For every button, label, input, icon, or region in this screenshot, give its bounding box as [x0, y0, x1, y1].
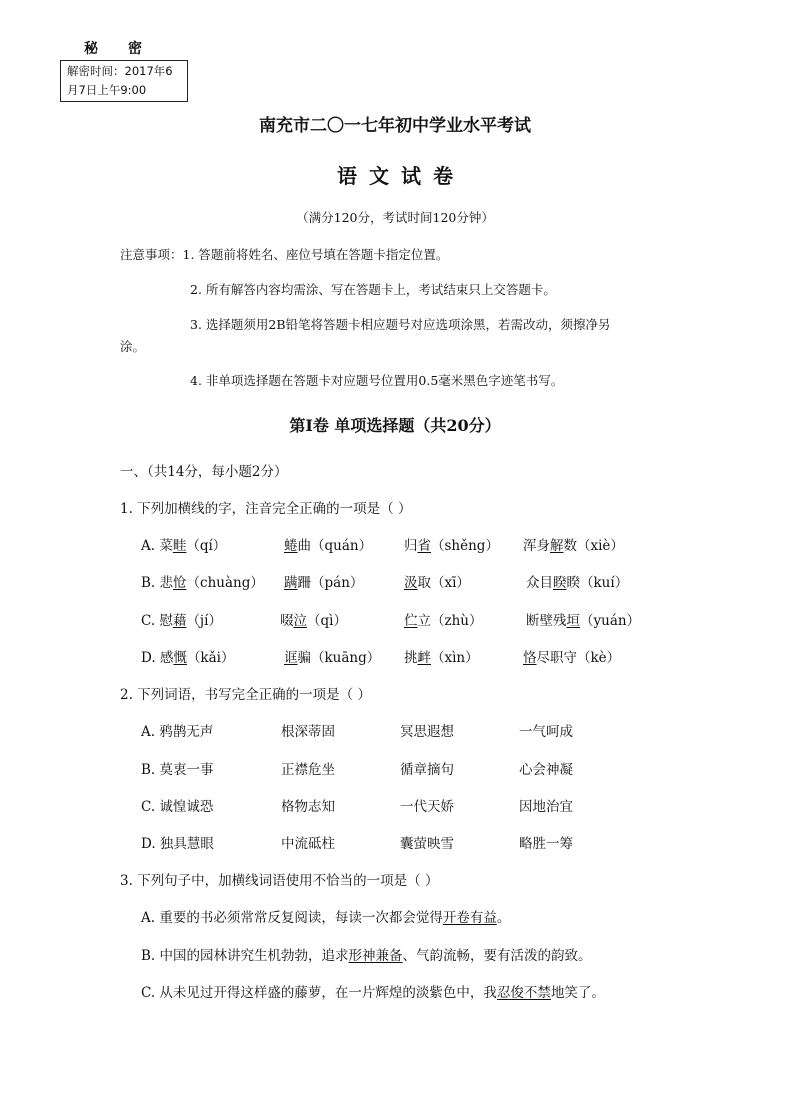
q1-option-c: C. 慰藉（jí） — [141, 613, 222, 629]
q2-option-a-2: 根深蒂固 — [281, 724, 335, 740]
q1-option-b-item4: 众目睽睽（kuí） — [526, 575, 629, 591]
q2-option-b-4: 心会神凝 — [519, 762, 573, 778]
q2-option-b-1: B. 莫衷一事 — [141, 762, 214, 778]
q1-option-c-item2: 啜泣（qì） — [280, 613, 347, 629]
q2-option-d-1: D. 独具慧眼 — [141, 836, 214, 852]
q2-option-d-4: 略胜一筹 — [519, 836, 573, 852]
q2-option-a-1: A. 鸦鹊无声 — [141, 724, 214, 740]
notice-label: 注意事项： — [120, 247, 183, 262]
q1-option-a-item4: 浑身解数（xiè） — [523, 538, 624, 554]
q1-option-b-item3: 汲取（xī） — [404, 575, 470, 591]
decrypt-time-box — [60, 60, 188, 102]
q1-option-d: D. 感慨（kǎi） — [141, 650, 235, 666]
decrypt-time-line2: 月7日上午9:00 — [67, 83, 147, 97]
q2-option-a-3: 冥思遐想 — [400, 724, 454, 740]
exam-title: 南充市二〇一七年初中学业水平考试 — [259, 116, 531, 136]
score-info: （满分120分，考试时间120分钟） — [296, 210, 494, 225]
notice-line-3: 3. 选择题须用2B铅笔将答题卡相应题号对应选项涂黑，若需改动，须擦净另 — [190, 317, 611, 332]
q1-option-a: A. 菜畦（qí） — [141, 538, 227, 554]
q1-option-a-item2: 蜷曲（quán） — [284, 538, 373, 554]
q1-option-b: B. 悲怆（chuàng） — [141, 575, 264, 591]
q3-option-c: C. 从未见过开得这样盛的藤萝，在一片辉煌的淡紫色中，我忍俊不禁地笑了。 — [141, 985, 605, 1001]
notice-line-2: 2. 所有解答内容均需涂、写在答题卡上，考试结束只上交答题卡。 — [190, 282, 556, 297]
decrypt-time-line1: 解密时间：2017年6 — [67, 64, 173, 78]
q1-stem: 1. 下列加横线的字，注音完全正确的一项是（ ） — [120, 501, 412, 517]
section-title: 第Ⅰ卷 单项选择题（共20分） — [289, 416, 501, 435]
q2-option-c-3: 一代天娇 — [400, 799, 454, 815]
q2-option-c-4: 因地治宜 — [519, 799, 573, 815]
q3-stem: 3. 下列句子中，加横线词语使用不恰当的一项是（ ） — [120, 873, 439, 889]
notice-line-3-cont: 涂。 — [120, 339, 146, 354]
part-label: 一、（共14分，每小题2分） — [120, 464, 288, 480]
q2-option-a-4: 一气呵成 — [519, 724, 573, 740]
q1-option-c-item4: 断壁残垣（yuán） — [526, 613, 641, 629]
notice-line-4: 4. 非单项选择题在答题卡对应题号位置用0.5毫米黑色字迹笔书写。 — [190, 373, 564, 388]
q2-option-b-2: 正襟危坐 — [281, 762, 335, 778]
exam-subtitle: 语文试卷 — [337, 164, 465, 188]
q3-option-b: B. 中国的园林讲究生机勃勃，追求形神兼备、气韵流畅，要有活泼的韵致。 — [141, 948, 592, 964]
q2-option-c-1: C. 诚惶诚恐 — [141, 799, 214, 815]
q2-stem: 2. 下列词语，书写完全正确的一项是（ ） — [120, 687, 371, 703]
q2-option-d-2: 中流砥柱 — [281, 836, 335, 852]
q1-option-d-item2: 诓骗（kuāng） — [284, 650, 381, 666]
q2-option-b-3: 循章摘句 — [400, 762, 454, 778]
notice-line-1: 注意事项：1. 答题前将姓名、座位号填在答题卡指定位置。 — [120, 247, 449, 262]
q1-option-a-item3: 归省（shěng） — [404, 538, 499, 554]
q2-option-c-2: 格物志知 — [281, 799, 335, 815]
q3-option-a: A. 重要的书必须常常反复阅读，每读一次都会觉得开卷有益。 — [141, 910, 511, 926]
q1-option-d-item4: 恪尽职守（kè） — [523, 650, 621, 666]
q1-option-b-item2: 蹒跚（pán） — [284, 575, 364, 591]
q2-option-d-3: 囊萤映雪 — [400, 836, 454, 852]
q1-option-c-item3: 伫立（zhù） — [404, 613, 483, 629]
confidential-mark: 秘 密 — [84, 41, 146, 57]
q1-option-d-item3: 挑衅（xìn） — [404, 650, 479, 666]
